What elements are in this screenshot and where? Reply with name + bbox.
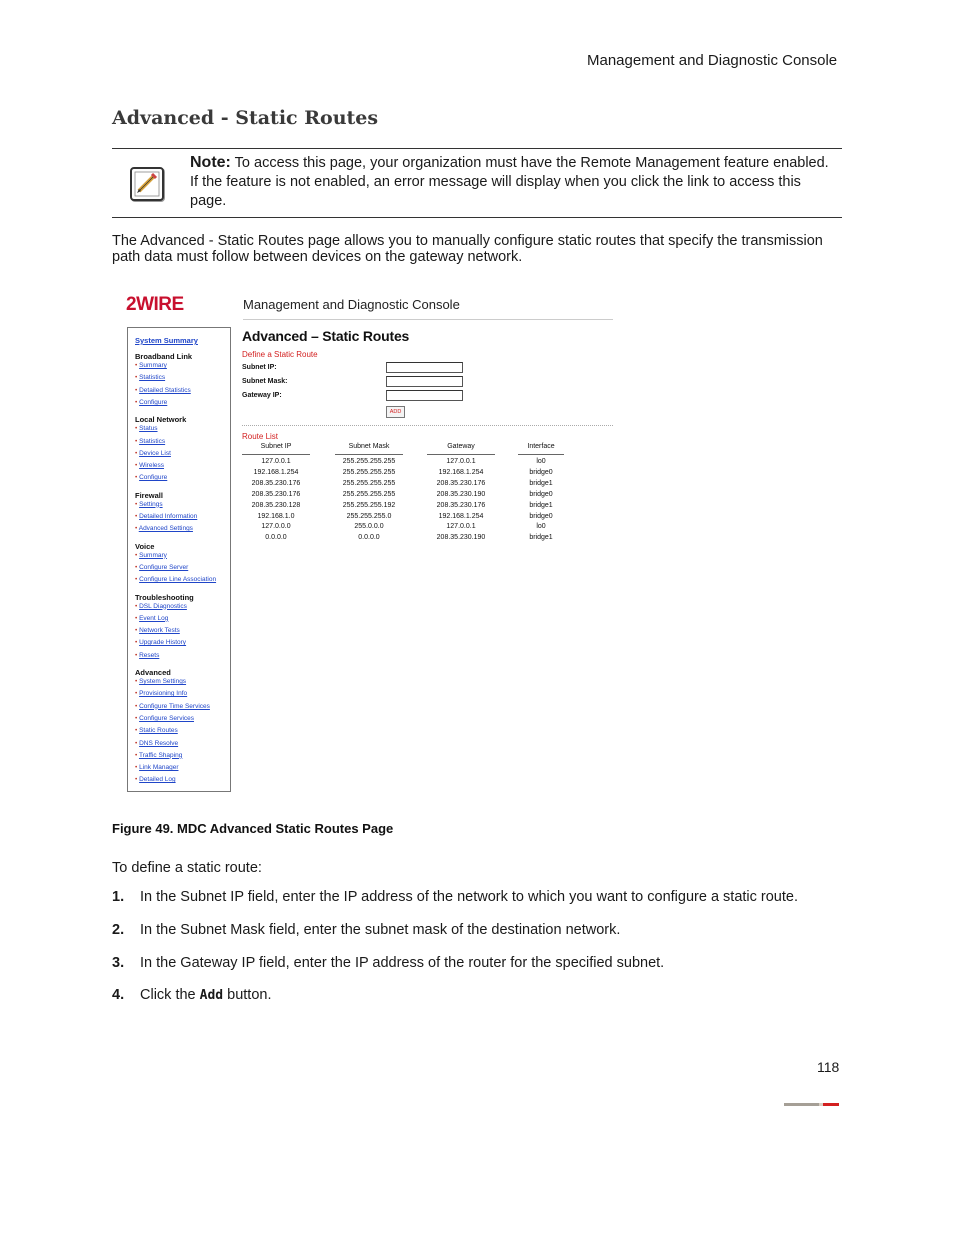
- section-title: Advanced - Static Routes: [112, 107, 379, 129]
- route-cell: 255.255.255.255: [342, 468, 396, 476]
- bullet-icon: •: [135, 462, 140, 470]
- sidebar-item-label[interactable]: Detailed Information: [139, 513, 198, 520]
- step-text: Click the Add button.: [140, 987, 272, 1003]
- page-number: 118: [817, 1059, 840, 1075]
- sidebar-group-title: Firewall: [135, 490, 163, 500]
- route-cell: 208.35.230.176: [436, 479, 486, 487]
- sidebar-item-label[interactable]: Device List: [139, 449, 171, 457]
- bullet-icon: •: [135, 727, 140, 735]
- bullet-icon: •: [135, 513, 140, 520]
- sidebar-item-label[interactable]: System Settings: [139, 678, 187, 685]
- bullet-icon: •: [135, 651, 140, 659]
- route-cell: bridge0: [529, 490, 553, 498]
- sidebar-item-label[interactable]: Static Routes: [139, 727, 178, 735]
- sidebar-item-label[interactable]: Detailed Log: [139, 776, 176, 784]
- sidebar-item-label[interactable]: Advanced Settings: [138, 525, 193, 533]
- sidebar-item-label[interactable]: Link Manager: [139, 764, 179, 772]
- bullet-icon: •: [135, 627, 140, 635]
- bullet-icon: •: [135, 449, 140, 457]
- bullet-icon: •: [135, 776, 140, 784]
- sidebar-item-label[interactable]: Configure Time Services: [139, 702, 210, 710]
- sidebar-item-label[interactable]: Configure Server: [139, 563, 189, 571]
- note-box: [112, 148, 842, 218]
- step-number: 1.: [112, 889, 125, 905]
- bullet-icon: •: [135, 614, 140, 622]
- route-cell: 255.255.255.255: [342, 490, 396, 498]
- bullet-icon: •: [135, 374, 140, 382]
- route-cell: 255.255.255.0: [346, 512, 392, 520]
- bullet-icon: •: [135, 386, 140, 394]
- bullet-icon: •: [135, 751, 139, 759]
- page-heading: Advanced – Static Routes: [242, 328, 410, 344]
- route-cell: 127.0.0.1: [446, 458, 476, 465]
- route-cell: 0.0.0.0: [358, 534, 380, 542]
- pencil-note-icon: [130, 167, 164, 201]
- route-cell: 255.255.255.255: [342, 458, 396, 465]
- step-number: 4.: [112, 987, 125, 1003]
- route-cell: 0.0.0.0: [265, 534, 287, 542]
- bullet-icon: •: [135, 690, 140, 698]
- sidebar-item-label[interactable]: DSL Diagnostics: [139, 602, 187, 610]
- bullet-icon: •: [135, 500, 140, 508]
- sidebar-item-label[interactable]: Network Tests: [139, 627, 180, 635]
- route-cell: 127.0.0.0: [261, 523, 291, 531]
- logo-text: 2WIRE: [126, 294, 184, 315]
- column-rule: [427, 454, 495, 455]
- route-cell: 127.0.0.1: [261, 458, 291, 465]
- add-button-name: Add: [199, 988, 224, 1003]
- route-cell: lo0: [536, 523, 546, 531]
- bullet-icon: •: [135, 563, 140, 571]
- subnet-mask-label: Subnet Mask:: [242, 378, 288, 385]
- route-cell: 208.35.230.176: [251, 479, 301, 487]
- route-cell: 255.255.255.192: [342, 501, 396, 509]
- bullet-icon: •: [135, 702, 140, 710]
- step-text: In the Gateway IP field, enter the IP address of the router for the specified subnet.: [140, 955, 665, 971]
- route-cell: 127.0.0.1: [446, 523, 476, 531]
- bullet-icon: •: [135, 602, 140, 610]
- sidebar-item-label[interactable]: Configure: [139, 474, 168, 482]
- sidebar-item-label[interactable]: Statistics: [139, 437, 166, 445]
- route-column-header: Subnet IP: [260, 443, 292, 450]
- bullet-icon: •: [135, 551, 140, 559]
- column-rule: [518, 454, 564, 455]
- bullet-icon: •: [135, 474, 140, 482]
- bullet-icon: •: [135, 764, 140, 772]
- sidebar-item-label[interactable]: DNS Resolve: [139, 739, 179, 747]
- running-header: Management and Diagnostic Console: [587, 52, 838, 69]
- gateway-ip-label: Gateway IP:: [242, 392, 282, 399]
- step-number: 3.: [112, 955, 125, 971]
- sidebar-item-label[interactable]: Configure: [139, 398, 168, 406]
- sidebar-group-title: Local Network: [135, 415, 187, 425]
- sidebar-item-label[interactable]: Configure Services: [139, 714, 195, 722]
- sidebar-item-label[interactable]: Provisioning Info: [139, 690, 188, 698]
- bullet-icon: •: [135, 714, 140, 722]
- route-cell: 208.35.230.190: [436, 534, 486, 542]
- route-column-header: Gateway: [447, 443, 475, 450]
- bullet-icon: •: [135, 437, 140, 445]
- sidebar-item-label[interactable]: Detailed Statistics: [139, 386, 191, 394]
- route-cell: bridge1: [529, 534, 553, 542]
- route-cell: 192.168.1.0: [257, 512, 295, 520]
- column-rule: [242, 454, 310, 455]
- bullet-icon: •: [135, 576, 140, 584]
- sidebar-item-label[interactable]: Settings: [139, 500, 163, 508]
- bullet-icon: •: [135, 525, 139, 533]
- step-text: In the Subnet IP field, enter the IP address of the network to which you want to configure a static route.: [140, 889, 798, 905]
- define-static-route-label: Define a Static Route: [242, 350, 318, 359]
- figure-caption: Figure 49. MDC Advanced Static Routes Page: [112, 821, 394, 836]
- bullet-icon: •: [135, 398, 140, 406]
- sidebar-item-label[interactable]: Traffic Shaping: [138, 751, 183, 759]
- sidebar-item-label[interactable]: Summary: [139, 362, 167, 369]
- footer-accent-red: [823, 1103, 839, 1106]
- column-rule: [335, 454, 403, 455]
- route-column-header: Subnet Mask: [348, 443, 390, 450]
- route-cell: bridge0: [529, 468, 553, 476]
- note-text: [190, 153, 840, 211]
- bullet-icon: •: [135, 639, 140, 647]
- sidebar-group-title: Troubleshooting: [135, 592, 194, 602]
- sidebar-group-title: Advanced: [135, 668, 171, 677]
- note-body: To access this page, your organization must have the Remote Management feature enabled. If the feature is not enabled, an error message will display when you click the link to access this page.: [190, 155, 829, 209]
- sidebar-item-label[interactable]: Status: [139, 425, 158, 433]
- sidebar-item-label[interactable]: Upgrade History: [139, 639, 187, 647]
- route-cell: bridge0: [529, 512, 553, 520]
- footer-accent-gray: [784, 1103, 819, 1106]
- bullet-icon: •: [135, 425, 140, 433]
- route-cell: 208.35.230.176: [251, 490, 301, 498]
- sidebar-item-label[interactable]: Wireless: [139, 462, 165, 470]
- route-cell: 192.168.1.254: [438, 468, 484, 476]
- add-button[interactable]: ADD: [386, 406, 405, 418]
- sidebar-group-title: Voice: [135, 541, 155, 551]
- bullet-icon: •: [135, 362, 140, 369]
- sidebar-item-label[interactable]: Event Log: [139, 614, 169, 622]
- sidebar-item-label[interactable]: Summary: [139, 551, 167, 559]
- route-cell: lo0: [536, 458, 546, 465]
- bullet-icon: •: [135, 739, 140, 747]
- step-text: In the Subnet Mask field, enter the subnet mask of the destination network.: [140, 922, 621, 938]
- route-list-label: Route List: [242, 432, 279, 441]
- steps-lead: To define a static route:: [112, 860, 262, 876]
- sidebar-item-label[interactable]: Resets: [139, 651, 160, 659]
- console-title: Management and Diagnostic Console: [243, 297, 460, 312]
- sidebar-group-title: Broadband Link: [135, 352, 193, 361]
- route-cell: 208.35.230.128: [251, 501, 301, 509]
- route-cell: bridge1: [529, 479, 553, 487]
- intro-paragraph: The Advanced - Static Routes page allows you to manually configure static routes that specify the transmission path data must follow between devices on the gateway network.: [112, 233, 823, 265]
- embedded-screenshot: [120, 286, 620, 796]
- sidebar-item-label[interactable]: Configure Line Association: [139, 576, 217, 584]
- route-cell: 255.255.255.255: [342, 479, 396, 487]
- step-number: 2.: [112, 922, 125, 938]
- sidebar-item-label[interactable]: Statistics: [139, 374, 166, 382]
- bullet-icon: •: [135, 678, 140, 685]
- subnet-ip-label: Subnet IP:: [242, 364, 277, 371]
- route-cell: bridge1: [529, 501, 553, 509]
- route-column-header: Interface: [527, 443, 555, 450]
- route-cell: 192.168.1.254: [438, 512, 484, 520]
- route-cell: 208.35.230.190: [436, 490, 486, 498]
- route-cell: 255.0.0.0: [354, 523, 384, 531]
- sidebar-system-summary[interactable]: System Summary: [135, 336, 198, 345]
- route-cell: 192.168.1.254: [253, 468, 299, 476]
- note-label: Note:: [190, 154, 231, 171]
- route-table: [120, 286, 620, 796]
- route-cell: 208.35.230.176: [436, 501, 486, 509]
